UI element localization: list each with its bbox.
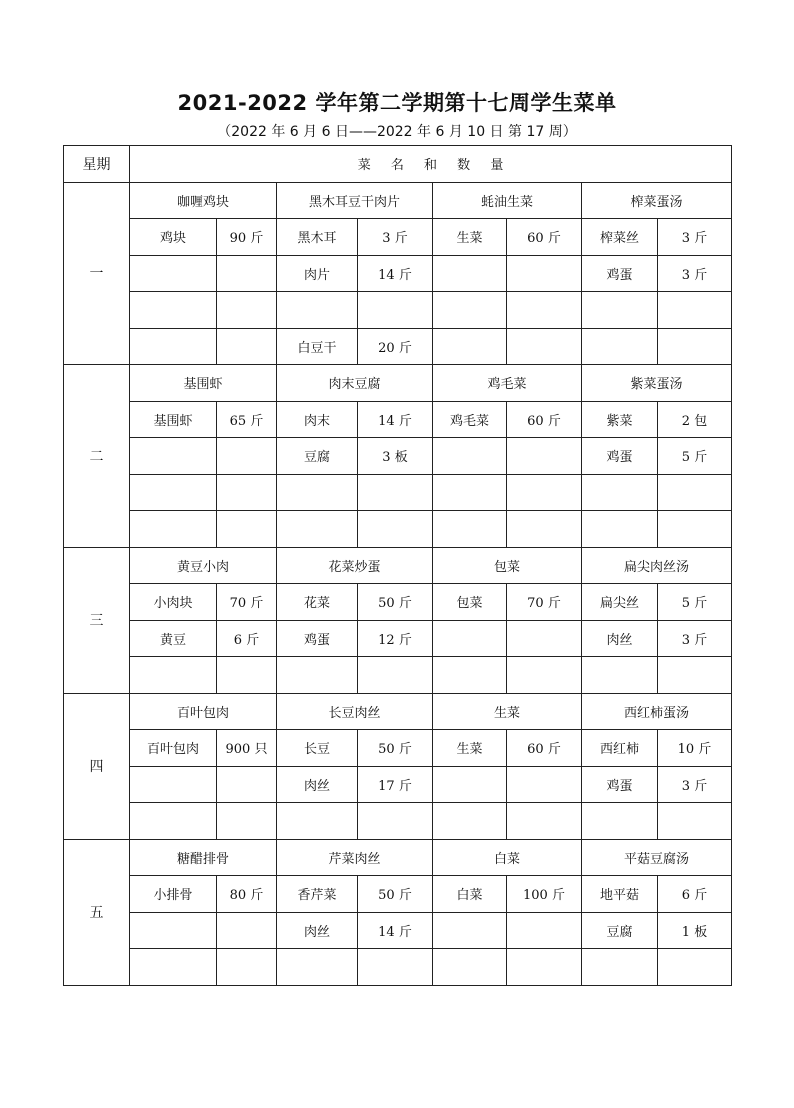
ingredient-quantity: 14 斤: [358, 912, 433, 949]
ingredient-name: [433, 657, 507, 694]
ingredient-row: [64, 766, 732, 803]
ingredient-name: 鸡蛋: [582, 766, 658, 803]
ingredient-quantity: 3 板: [358, 438, 433, 475]
ingredient-name: [582, 474, 658, 511]
weekday-cell: 一: [64, 182, 130, 365]
ingredient-name: 肉片: [277, 255, 358, 292]
ingredient-row: [64, 401, 732, 438]
ingredient-quantity: [217, 657, 277, 694]
weekday-cell: 三: [64, 547, 130, 693]
ingredient-name: 白豆干: [277, 328, 358, 365]
ingredient-quantity: [658, 474, 732, 511]
page-title: 2021-2022 学年第二学期第十七周学生菜单: [177, 91, 617, 115]
ingredient-quantity: [217, 803, 277, 840]
ingredient-row: [64, 255, 732, 292]
ingredient-name: 鸡蛋: [582, 255, 658, 292]
ingredient-name: [433, 474, 507, 511]
ingredient-name: [433, 803, 507, 840]
header-char: 量: [490, 158, 504, 174]
ingredient-name: [433, 511, 507, 548]
ingredient-name: 生菜: [433, 219, 507, 256]
menu-table: [63, 145, 732, 986]
ingredient-quantity: [217, 912, 277, 949]
dish-name: 基围虾: [130, 365, 277, 402]
ingredient-name: 豆腐: [277, 438, 358, 475]
ingredient-quantity: 65 斤: [217, 401, 277, 438]
ingredient-quantity: 3 斤: [658, 620, 732, 657]
ingredient-quantity: [507, 292, 582, 329]
ingredient-quantity: [507, 438, 582, 475]
ingredient-quantity: 3 斤: [658, 766, 732, 803]
ingredient-quantity: 50 斤: [358, 876, 433, 913]
dish-name: 包菜: [433, 547, 582, 584]
ingredient-quantity: 3 斤: [658, 255, 732, 292]
ingredient-name: [582, 803, 658, 840]
ingredient-quantity: [658, 511, 732, 548]
dish-name: 紫菜蛋汤: [582, 365, 732, 402]
header-char: 菜: [357, 158, 371, 174]
ingredient-quantity: [507, 511, 582, 548]
dish-name: 鸡毛菜: [433, 365, 582, 402]
dish-name: 芹菜肉丝: [277, 839, 433, 876]
ingredient-quantity: 60 斤: [507, 730, 582, 767]
ingredient-row: [64, 292, 732, 329]
ingredient-name: [130, 328, 217, 365]
ingredient-quantity: 12 斤: [358, 620, 433, 657]
ingredient-name: 花菜: [277, 584, 358, 621]
ingredient-name: [582, 292, 658, 329]
ingredient-quantity: [217, 949, 277, 986]
ingredient-name: [433, 328, 507, 365]
ingredient-name: [433, 292, 507, 329]
ingredient-quantity: 60 斤: [507, 219, 582, 256]
ingredient-row: [64, 438, 732, 475]
ingredient-quantity: [507, 912, 582, 949]
ingredient-row: [64, 328, 732, 365]
ingredient-name: [130, 511, 217, 548]
ingredient-quantity: [217, 438, 277, 475]
dish-name: 西红柿蛋汤: [582, 693, 732, 730]
ingredient-name: 鸡毛菜: [433, 401, 507, 438]
ingredient-name: 榨菜丝: [582, 219, 658, 256]
ingredient-row: [64, 949, 732, 986]
ingredient-name: [130, 292, 217, 329]
ingredient-quantity: 1 板: [658, 912, 732, 949]
ingredient-name: 基围虾: [130, 401, 217, 438]
ingredient-quantity: [507, 803, 582, 840]
ingredient-name: [433, 912, 507, 949]
dish-name: 肉末豆腐: [277, 365, 433, 402]
ingredient-row: [64, 620, 732, 657]
ingredient-name: [277, 292, 358, 329]
ingredient-quantity: [217, 328, 277, 365]
dish-row: [64, 693, 732, 730]
ingredient-quantity: [658, 657, 732, 694]
ingredient-name: [582, 657, 658, 694]
ingredient-quantity: [507, 766, 582, 803]
weekday-cell: 二: [64, 365, 130, 548]
ingredient-row: [64, 511, 732, 548]
ingredient-quantity: [358, 292, 433, 329]
ingredient-name: [433, 766, 507, 803]
ingredient-row: [64, 803, 732, 840]
ingredient-quantity: 17 斤: [358, 766, 433, 803]
ingredient-name: [433, 620, 507, 657]
ingredient-row: [64, 474, 732, 511]
ingredient-name: 白菜: [433, 876, 507, 913]
ingredient-name: [582, 949, 658, 986]
ingredient-quantity: 5 斤: [658, 584, 732, 621]
ingredient-name: [130, 255, 217, 292]
dish-name: 蚝油生菜: [433, 182, 582, 219]
ingredient-quantity: 60 斤: [507, 401, 582, 438]
ingredient-quantity: [217, 292, 277, 329]
ingredient-quantity: 10 斤: [658, 730, 732, 767]
ingredient-name: 紫菜: [582, 401, 658, 438]
ingredient-name: 豆腐: [582, 912, 658, 949]
ingredient-name: [130, 803, 217, 840]
ingredient-name: 生菜: [433, 730, 507, 767]
ingredient-quantity: [358, 949, 433, 986]
ingredient-quantity: 50 斤: [358, 730, 433, 767]
ingredient-row: [64, 876, 732, 913]
ingredient-name: 肉末: [277, 401, 358, 438]
dish-row: [64, 547, 732, 584]
ingredient-quantity: [358, 657, 433, 694]
ingredient-row: [64, 730, 732, 767]
dish-name: 扁尖肉丝汤: [582, 547, 732, 584]
ingredient-name: 鸡块: [130, 219, 217, 256]
header-char: 名: [390, 158, 404, 174]
ingredient-quantity: 100 斤: [507, 876, 582, 913]
ingredient-quantity: 5 斤: [658, 438, 732, 475]
ingredient-quantity: 14 斤: [358, 255, 433, 292]
ingredient-quantity: [507, 328, 582, 365]
ingredient-name: [277, 511, 358, 548]
ingredient-quantity: [358, 803, 433, 840]
ingredient-name: 包菜: [433, 584, 507, 621]
ingredient-quantity: [217, 511, 277, 548]
ingredient-name: [582, 328, 658, 365]
ingredient-name: 肉丝: [582, 620, 658, 657]
ingredient-name: [277, 657, 358, 694]
ingredient-name: [277, 949, 358, 986]
ingredient-row: [64, 912, 732, 949]
ingredient-name: [277, 803, 358, 840]
dish-name: 长豆肉丝: [277, 693, 433, 730]
ingredient-name: [130, 438, 217, 475]
ingredient-quantity: 80 斤: [217, 876, 277, 913]
ingredient-name: 香芹菜: [277, 876, 358, 913]
ingredient-name: [433, 438, 507, 475]
ingredient-name: [433, 949, 507, 986]
ingredient-name: 肉丝: [277, 766, 358, 803]
day-column-header: 星期: [64, 146, 130, 183]
ingredient-name: [582, 511, 658, 548]
ingredient-row: [64, 219, 732, 256]
ingredient-quantity: [507, 949, 582, 986]
ingredient-name: [130, 766, 217, 803]
ingredient-quantity: 50 斤: [358, 584, 433, 621]
ingredient-quantity: [217, 766, 277, 803]
ingredient-row: [64, 657, 732, 694]
content-column-header: [130, 146, 732, 183]
ingredient-name: 长豆: [277, 730, 358, 767]
dish-name: 糖醋排骨: [130, 839, 277, 876]
dish-name: 咖喱鸡块: [130, 182, 277, 219]
ingredient-quantity: 90 斤: [217, 219, 277, 256]
dish-name: 榨菜蛋汤: [582, 182, 732, 219]
ingredient-quantity: 2 包: [658, 401, 732, 438]
ingredient-quantity: 3 斤: [658, 219, 732, 256]
ingredient-quantity: 14 斤: [358, 401, 433, 438]
ingredient-quantity: 70 斤: [507, 584, 582, 621]
ingredient-quantity: 900 只: [217, 730, 277, 767]
ingredient-name: 鸡蛋: [582, 438, 658, 475]
ingredient-quantity: 3 斤: [358, 219, 433, 256]
ingredient-quantity: [217, 255, 277, 292]
ingredient-name: 黄豆: [130, 620, 217, 657]
ingredient-quantity: [507, 255, 582, 292]
ingredient-quantity: [507, 620, 582, 657]
ingredient-name: 西红柿: [582, 730, 658, 767]
ingredient-row: [64, 584, 732, 621]
ingredient-quantity: [507, 657, 582, 694]
ingredient-quantity: 70 斤: [217, 584, 277, 621]
ingredient-quantity: [217, 474, 277, 511]
dish-name: 花菜炒蛋: [277, 547, 433, 584]
ingredient-name: 鸡蛋: [277, 620, 358, 657]
ingredient-quantity: [358, 474, 433, 511]
dish-name: 白菜: [433, 839, 582, 876]
ingredient-quantity: [658, 292, 732, 329]
page-subtitle: （2022 年 6 月 6 日——2022 年 6 月 10 日 第 17 周）: [217, 124, 577, 140]
ingredient-name: 百叶包肉: [130, 730, 217, 767]
ingredient-name: 黑木耳: [277, 219, 358, 256]
ingredient-quantity: 20 斤: [358, 328, 433, 365]
ingredient-quantity: [507, 474, 582, 511]
ingredient-name: 小肉块: [130, 584, 217, 621]
dish-name: 平菇豆腐汤: [582, 839, 732, 876]
dish-row: [64, 182, 732, 219]
ingredient-quantity: [658, 328, 732, 365]
ingredient-quantity: [358, 511, 433, 548]
header-char: 和: [424, 158, 438, 174]
dish-name: 生菜: [433, 693, 582, 730]
ingredient-name: [130, 657, 217, 694]
ingredient-name: [433, 255, 507, 292]
ingredient-name: 地平菇: [582, 876, 658, 913]
dish-name: 黄豆小肉: [130, 547, 277, 584]
dish-row: [64, 365, 732, 402]
ingredient-name: 扁尖丝: [582, 584, 658, 621]
weekday-cell: 五: [64, 839, 130, 985]
dish-row: [64, 839, 732, 876]
ingredient-name: 小排骨: [130, 876, 217, 913]
ingredient-quantity: 6 斤: [658, 876, 732, 913]
weekday-cell: 四: [64, 693, 130, 839]
header-row: [64, 146, 732, 183]
ingredient-quantity: [658, 949, 732, 986]
ingredient-name: [277, 474, 358, 511]
ingredient-name: [130, 949, 217, 986]
ingredient-name: 肉丝: [277, 912, 358, 949]
ingredient-quantity: 6 斤: [217, 620, 277, 657]
ingredient-name: [130, 474, 217, 511]
header-char: 数: [457, 158, 471, 174]
dish-name: 百叶包肉: [130, 693, 277, 730]
ingredient-quantity: [658, 803, 732, 840]
dish-name: 黑木耳豆干肉片: [277, 182, 433, 219]
ingredient-name: [130, 912, 217, 949]
